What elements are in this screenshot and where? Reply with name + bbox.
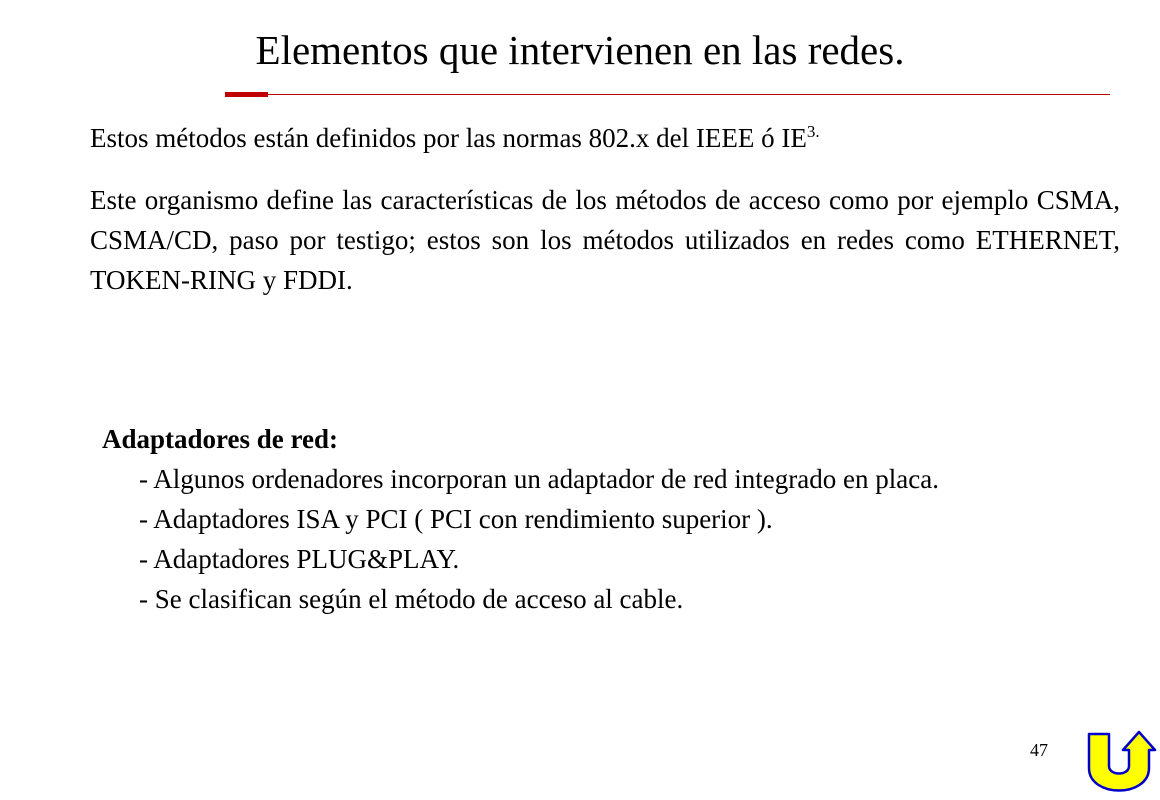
list-item: - Se clasifican según el método de acceso al cable. — [139, 584, 684, 614]
list-item: - Adaptadores PLUG&PLAY. — [139, 544, 460, 574]
body-paragraph: Este organismo define las características de los métodos de acceso como por ejemplo CSMA, CSMA/CD, paso por testigo; estos son los métodos utilizados en redes como ETHERNET, TOKEN-RING y FDDI. — [90, 185, 1120, 295]
intro-superscript: 3. — [806, 122, 820, 141]
intro-text: Estos métodos están definidos por las normas 802.x del IEEE ó IE — [90, 123, 807, 153]
list-item: - Adaptadores ISA y PCI ( PCI con rendimiento superior ). — [139, 504, 773, 534]
slide-title: Elementos que intervienen en las redes. — [255, 27, 905, 73]
intro-paragraph — [90, 118, 820, 158]
list-item: - Algunos ordenadores incorporan un adaptador de red integrado en placa. — [139, 464, 939, 494]
adapter-list — [139, 459, 1119, 619]
return-arrow-icon — [1085, 730, 1157, 794]
title-underline — [268, 94, 1110, 95]
page-number: 47 — [1030, 740, 1048, 760]
title-underline-accent — [225, 92, 268, 97]
return-arrow-button[interactable] — [1085, 730, 1157, 794]
section-heading: Adaptadores de red: — [102, 424, 339, 454]
